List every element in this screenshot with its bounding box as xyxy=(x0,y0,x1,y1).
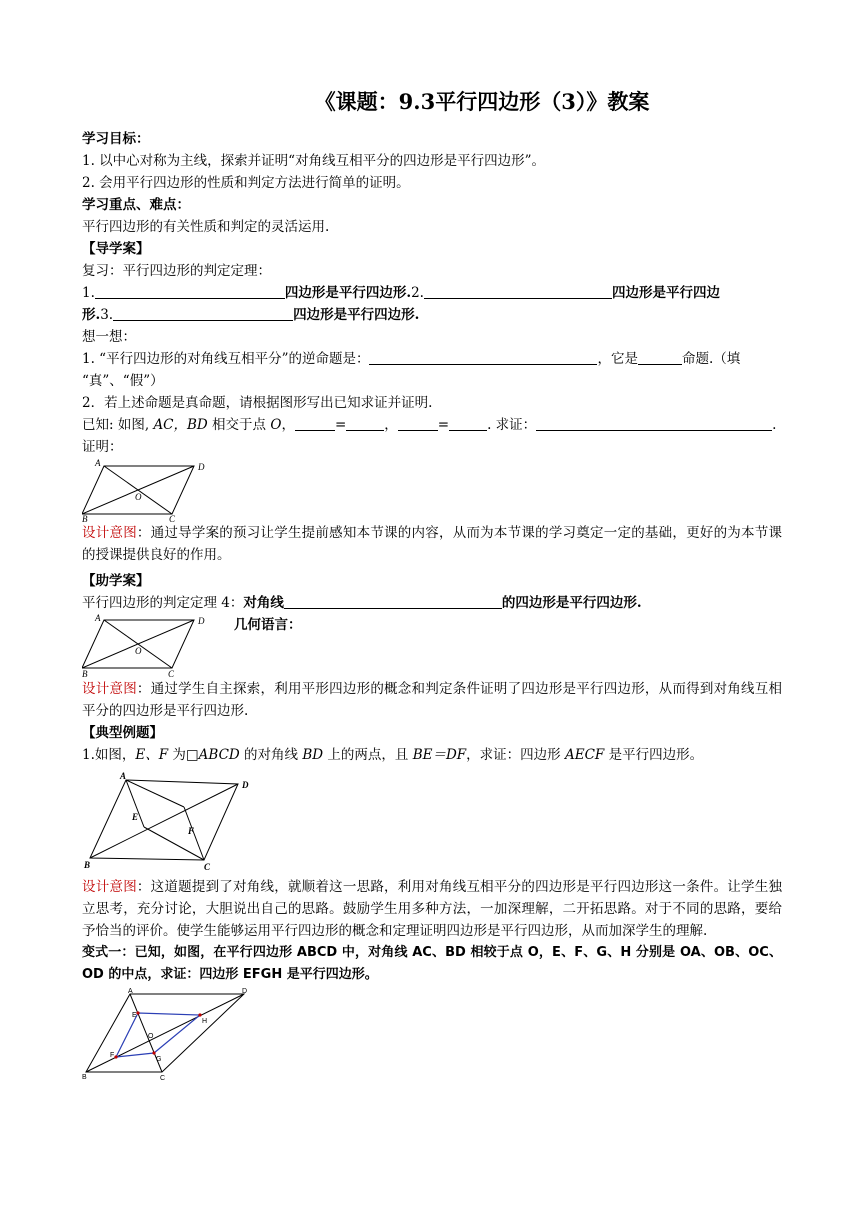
example-figure-label-a: A xyxy=(120,772,127,781)
keypoints-heading: 学习重点、难点： xyxy=(82,197,190,213)
proof-label: 证明： xyxy=(82,439,123,455)
design-intent-1-text: ：通过导学案的预习让学生提前感知本节课的内容，从而为本节课的学习奠定一定的基础，更好的为本节课的授课提供良好的作用。 xyxy=(82,525,783,563)
example-1-part-a: 1.如图， xyxy=(82,747,136,763)
known-label: 已知: 如图, xyxy=(82,417,154,433)
figure-1-label-a: A xyxy=(95,458,101,468)
theorem-3-number: 3. xyxy=(100,307,114,323)
help-heading: 【助学案】 xyxy=(82,573,150,589)
figure-2-label-a: A xyxy=(95,614,101,623)
variant-figure-label-o: O xyxy=(148,1033,154,1040)
known-vars: AC，BD xyxy=(153,417,208,433)
figure-2-diagonal-bd xyxy=(82,620,194,668)
true-false-blank[interactable] xyxy=(638,350,682,365)
theorem-3-blank[interactable] xyxy=(113,306,293,321)
theorem-4-prefix: 对角线 xyxy=(243,595,284,611)
question-1-mid: ，它是 xyxy=(597,351,638,367)
variant-1-text: 已知，如图，在平行四边形 ABCD 中，对角线 AC、BD 相较于点 O，E、F、G、H 分别是 OA、OB、OC、OD 的中点，求证：四边形 EFGH 是平行四边形。 xyxy=(82,945,782,982)
figure-1-label-d: D xyxy=(198,462,205,472)
design-intent-3 xyxy=(82,876,782,942)
design-intent-2-text: ：通过学生自主探索，利用平形四边形的概念和判定条件证明了四边形是平行四边形，从而得到对角线互相平分的四边形是平行四边形. xyxy=(82,681,783,719)
example-figure-label-b: B xyxy=(84,860,91,870)
equals-1: = xyxy=(334,417,347,433)
prove-period: . xyxy=(772,417,777,433)
guide-heading: 【导学案】 xyxy=(82,241,150,257)
theorem-4-label: 平行四边形的判定定理 4： xyxy=(82,595,244,611)
variant-figure-point-h xyxy=(198,1013,201,1016)
parallelogram-figure-2 xyxy=(82,614,222,678)
variant-1 xyxy=(82,942,782,986)
objective-1: 1. 以中心对称为主线，探索并证明“对角线互相平分的四边形是平行四边形”。 xyxy=(82,153,545,169)
parallelogram-figure-1 xyxy=(82,458,222,522)
example-1-part-f: 是平行四边形。 xyxy=(604,747,704,763)
example-figure-diagonal-bd xyxy=(90,784,238,858)
variant-figure-label-g: G xyxy=(156,1056,162,1063)
variant-figure-label-b: B xyxy=(82,1074,87,1080)
figure-1-label-b: B xyxy=(82,514,88,522)
variant-figure-quad-efgh xyxy=(116,1013,200,1057)
example-1-part-b: 为 xyxy=(168,747,186,763)
review-line: 复习：平行四边形的判定定理： xyxy=(82,263,271,279)
variant-figure-point-g xyxy=(152,1051,155,1054)
example-figure-segment-ec xyxy=(144,827,204,860)
equals-2: = xyxy=(437,417,450,433)
question-1-tail: 命题.（填 xyxy=(681,351,741,367)
design-intent-1-label: 设计意图 xyxy=(82,525,137,541)
prove-blank[interactable] xyxy=(536,416,772,431)
example-figure-label-f: F xyxy=(188,826,195,836)
figure-2-label-b: B xyxy=(82,669,88,678)
example-1-diagonal: BD xyxy=(302,747,324,763)
variant-1-figure xyxy=(82,988,252,1080)
variant-figure-label-d: D xyxy=(242,988,248,995)
known-text: 相交于点 xyxy=(207,417,271,433)
known-blank-2[interactable] xyxy=(346,416,384,431)
theorem-2-number: 2. xyxy=(411,285,424,301)
objective-2: 2. 会用平行四边形的性质和判定方法进行简单的证明。 xyxy=(82,175,410,191)
theorem-1-blank[interactable] xyxy=(95,284,285,299)
example-1-parallelogram: □ABCD xyxy=(185,747,240,763)
known-comma: ， xyxy=(281,417,295,433)
example-1-part-e: ，求证：四边形 xyxy=(466,747,565,763)
theorem-2-blank[interactable] xyxy=(424,284,612,299)
page-title: 《课题：9.3平行四边形（3）》教案 xyxy=(314,89,650,114)
example-1-figure xyxy=(82,772,257,872)
example-figure-label-d: D xyxy=(242,780,249,790)
variant-figure-label-e: E xyxy=(132,1012,137,1019)
variant-figure-diagonal-bd xyxy=(86,994,244,1072)
known-blank-3[interactable] xyxy=(398,416,438,431)
figure-1-diagonal-bd xyxy=(82,466,194,514)
known-blank-1[interactable] xyxy=(295,416,335,431)
question-1-hint: “真”、“假”） xyxy=(82,373,164,389)
design-intent-2-label: 设计意图 xyxy=(82,681,137,697)
prove-label: . 求证： xyxy=(487,417,537,433)
variant-figure-point-f xyxy=(114,1055,117,1058)
figure-2-label-d: D xyxy=(198,616,205,626)
geometry-language-label: 几何语言： xyxy=(234,617,302,633)
theorem-3-suffix: 四边形是平行四边形. xyxy=(293,307,420,323)
document-page xyxy=(82,80,782,1080)
variant-figure-point-e xyxy=(136,1011,139,1014)
example-1-text xyxy=(82,744,782,766)
theorem-2-cont: 形. xyxy=(82,307,101,323)
figure-2-label-o: O xyxy=(135,646,142,656)
theorem-4-blank[interactable] xyxy=(284,594,502,609)
figure-1-label-c: C xyxy=(169,514,176,522)
question-1 xyxy=(82,348,782,370)
design-intent-2 xyxy=(82,678,782,722)
example-1-quadrilateral: AECF xyxy=(564,747,605,763)
theorem-2-suffix: 四边形是平行四边 xyxy=(611,285,720,301)
figure-2-label-c: C xyxy=(168,669,175,678)
example-figure-label-c: C xyxy=(204,862,211,872)
known-separator: ， xyxy=(384,417,398,433)
example-figure-outline xyxy=(90,780,238,860)
known-line xyxy=(82,414,782,436)
theorem-4-suffix: 的四边形是平行四边形. xyxy=(501,595,642,611)
question-2: 2．若上述命题是真命题，请根据图形写出已知求证并证明. xyxy=(82,395,433,411)
known-blank-4[interactable] xyxy=(449,416,487,431)
theorem-list-line2 xyxy=(82,304,782,326)
variant-figure-label-c: C xyxy=(160,1075,166,1080)
variant-1-label: 变式一： xyxy=(82,945,135,960)
example-1-part-c: 的对角线 xyxy=(239,747,303,763)
converse-blank[interactable] xyxy=(369,350,597,365)
variant-figure-label-a: A xyxy=(128,988,133,995)
question-1-text: 1. “平行四边形的对角线互相平分”的逆命题是： xyxy=(82,351,370,367)
design-intent-1 xyxy=(82,522,782,566)
example-1-points-ef: E、F xyxy=(135,747,169,763)
figure-1-label-o: O xyxy=(135,492,142,502)
theorem-4-figure-row xyxy=(82,614,782,678)
objectives-heading: 学习目标： xyxy=(82,131,150,147)
variant-figure-label-f: F xyxy=(110,1052,115,1059)
theorem-1-number: 1. xyxy=(82,285,95,301)
theorem-1-suffix: 四边形是平行四边形. xyxy=(284,285,412,301)
design-intent-3-label: 设计意图 xyxy=(82,879,137,895)
theorem-4-line xyxy=(82,592,782,614)
variant-figure-label-h: H xyxy=(202,1018,208,1025)
example-heading: 【典型例题】 xyxy=(82,725,163,741)
known-point-o: O xyxy=(270,417,282,433)
example-1-part-d: 上的两点，且 xyxy=(323,747,413,763)
example-1-condition: BE＝DF xyxy=(412,747,467,763)
theorem-list-line1 xyxy=(82,282,782,304)
example-figure-label-e: E xyxy=(132,812,139,822)
keypoints-text: 平行四边形的有关性质和判定的灵活运用. xyxy=(82,219,330,235)
design-intent-3-text: ：这道题提到了对角线，就顺着这一思路，利用对角线互相平分的四边形是平行四边形这一条件。让学生独立思考，充分讨论，大胆说出自己的思路。鼓励学生用多种方法，一加深理解，二开拓思路。对于不同的思路，要给予恰当的评价。使学生能够运用平行四边形的概念和定理证明四边形是平行四边形，从而加深学生的理解. xyxy=(82,879,783,939)
think-label: 想一想： xyxy=(82,329,136,345)
